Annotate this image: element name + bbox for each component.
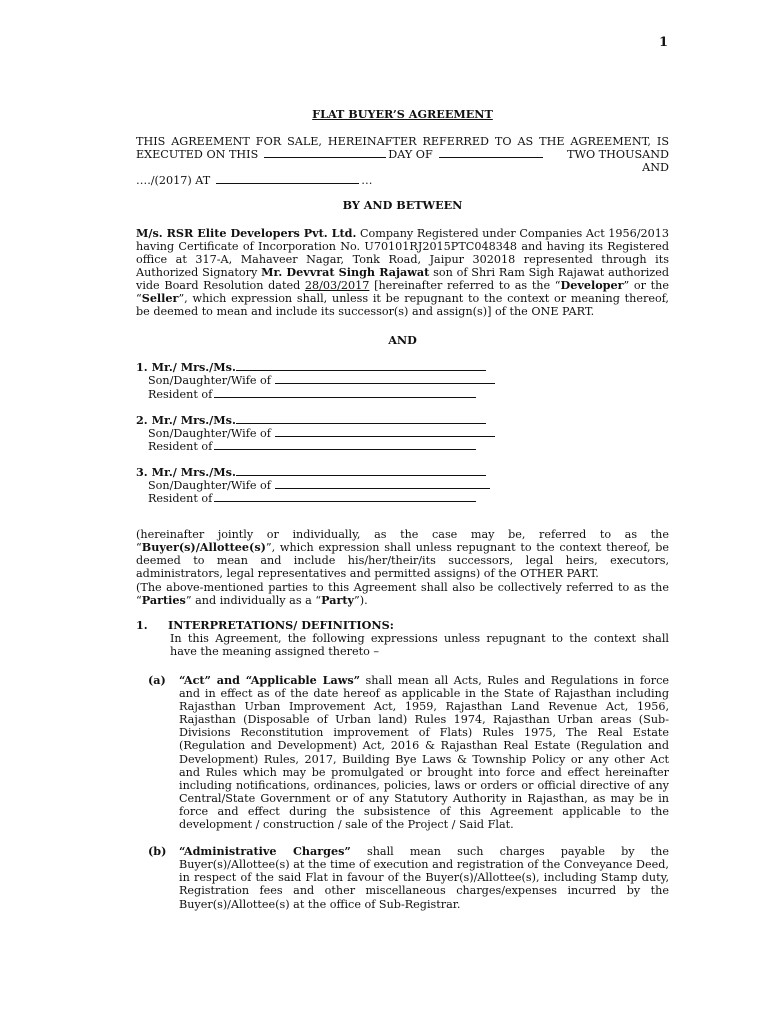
seller-signatory-name: Mr. Devvrat Singh Rajawat [261, 264, 430, 279]
buyers-text-1: (hereinafter jointly or individually, as the case may be, referred to as the “ [136, 528, 669, 555]
seller-paragraph [136, 227, 669, 319]
party-relation-blank[interactable] [275, 427, 495, 437]
parties-text-2: ” and individually as a “ [185, 593, 322, 607]
party-name-label: 2. Mr./ Mrs./Ms. [136, 412, 236, 427]
definition-term: “Administrative Charges” [179, 844, 351, 859]
party-relation-blank[interactable] [275, 374, 495, 384]
resolution-date: 28/03/2017 [304, 278, 370, 292]
party-resident-blank[interactable] [214, 440, 476, 450]
party-name-blank[interactable] [236, 414, 486, 424]
parties-paragraph [136, 581, 669, 607]
party-resident-label: Resident of [148, 387, 213, 401]
page-number: 1 [658, 35, 668, 50]
definition-b [136, 845, 669, 910]
intro-line-2 [136, 148, 669, 174]
intro-paragraph [136, 135, 669, 187]
buyer-party-3 [136, 466, 669, 505]
definition-term: “Act” and “Applicable Laws” [179, 673, 361, 687]
party-name-blank[interactable] [236, 466, 486, 476]
party-relation-blank[interactable] [275, 479, 490, 489]
section-number: 1. [136, 617, 148, 632]
definition-a [136, 674, 669, 831]
intro-line-3 [136, 174, 669, 187]
buyer-allottee-term: Buyer(s)/Allottee(s) [141, 540, 266, 555]
buyer-party-1 [136, 361, 669, 400]
by-and-between-heading: BY AND BETWEEN [342, 198, 463, 213]
parties-text-3: ”). [354, 593, 368, 607]
and-heading: AND [388, 333, 417, 348]
intro-executed-label: EXECUTED ON THIS [136, 148, 259, 162]
definition-text: shall mean all Acts, Rules and Regulations in force and in effect as of the date hereof as applicable in the State of Rajasthan including Rajasthan Urban Improvement Act, 1959, Rajasthan Land Revenue Act, 1956, Rajasthan (Disposable of Urban land) Rules 1974, Rajasthan Urban areas (Sub-Divisions Reconstitution improvement of Flats) Rules 1975, The Real Estate (Regulation and Development) Act, 2016 & Rajasthan Real Estate (Regulation and Development) Rules, 2017, Building Bye Laws & Township Policy or any other Act and Rules which may be promulgated or brought into force and effect hereinafter including notifications, ordinances, policies, laws or orders or official directive of any Central/State Government or of any Statutory Authority in Rajasthan, as may be in force and effect during the subsistence of this Agreement applicable to the development / construction / sale of the Project / Said Flat. [179, 674, 670, 832]
place-blank[interactable] [216, 174, 359, 184]
definition-text: shall mean such charges payable by the Buyer(s)/Allottee(s) at the time of execution and registration of the Conveyance Deed, in respect of the said Flat in favour of the Buyer(s)/Allottee(s), including Stamp duty, Registration fees and other miscellaneous charges/expenses incurred by the Buyer(s)/Allottee(s) at the office of Sub-Registrar. [179, 845, 670, 911]
party-resident-blank[interactable] [214, 492, 476, 502]
parties-term: Parties [141, 592, 186, 607]
definition-label: (a) [148, 673, 166, 687]
seller-text-4: ” or the “ [136, 278, 669, 306]
seller-company-name: M/s. RSR Elite Developers Pvt. Ltd. [136, 225, 357, 240]
party-resident-blank[interactable] [214, 388, 476, 398]
intro-year-label: TWO THOUSAND AND [566, 148, 669, 175]
document-title: FLAT BUYER’S AGREEMENT [312, 107, 493, 121]
party-resident-label: Resident of [148, 492, 213, 506]
intro-ellipsis: … [361, 174, 373, 188]
party-name-label: 1. Mr./ Mrs./Ms. [136, 360, 236, 375]
definition-label: (b) [148, 844, 167, 859]
buyers-paragraph [136, 528, 669, 580]
seller-term: Seller [141, 291, 179, 306]
section-title: INTERPRETATIONS/ DEFINITIONS: [168, 617, 394, 632]
intro-at-label: …./(2017) AT [136, 174, 211, 188]
intro-line-1: THIS AGREEMENT FOR SALE, HEREINAFTER REFERRED TO AS THE AGREEMENT, IS [136, 135, 669, 149]
party-resident-label: Resident of [148, 439, 213, 453]
buyer-party-2 [136, 414, 669, 453]
parties-text-1: (The above-mentioned parties to this Agreement shall also be collectively referred to as the “ [136, 580, 669, 607]
party-name-blank[interactable] [236, 361, 486, 371]
party-relation-label: Son/Daughter/Wife of [148, 478, 271, 492]
developer-term: Developer [560, 277, 624, 292]
party-relation-label: Son/Daughter/Wife of [148, 374, 271, 388]
party-term: Party [321, 592, 355, 607]
seller-text-5: ”, which expression shall, unless it be repugnant to the context or meaning thereof, be deemed to mean and include its successor(s) and assign(s)] of the ONE PART. [136, 292, 669, 319]
seller-text-2: son of Shri Ram Sigh Rajawat authorized vide Board Resolution dated [136, 265, 669, 292]
month-blank[interactable] [439, 148, 543, 158]
section-1-heading [136, 619, 669, 632]
party-name-label: 3. Mr./ Mrs./Ms. [136, 464, 236, 479]
document-body [136, 108, 669, 911]
intro-day-of-label: DAY OF [388, 148, 433, 162]
buyers-text-2: ”, which expression shall unless repugnant to the context thereof, be deemed to mean and include his/her/their/its successors, legal heirs, executors, administrators, legal representatives and permitted assigns) of the OTHER PART. [136, 541, 669, 581]
seller-text-1: Company Registered under Companies Act 1956/2013 having Certificate of Incorporation No. U70101RJ2015PTC048348 and having its Registered office at 317-A, Mahaveer Nagar, Tonk Road, Jaipur 302018 represented through its Authorized Signatory [136, 226, 669, 279]
section-1-intro: In this Agreement, the following expressions unless repugnant to the context shall have the meaning assigned thereto – [170, 631, 669, 658]
date-blank[interactable] [264, 148, 386, 158]
party-relation-label: Son/Daughter/Wife of [148, 426, 271, 440]
seller-text-3: [hereinafter referred to as the “ [369, 278, 561, 292]
